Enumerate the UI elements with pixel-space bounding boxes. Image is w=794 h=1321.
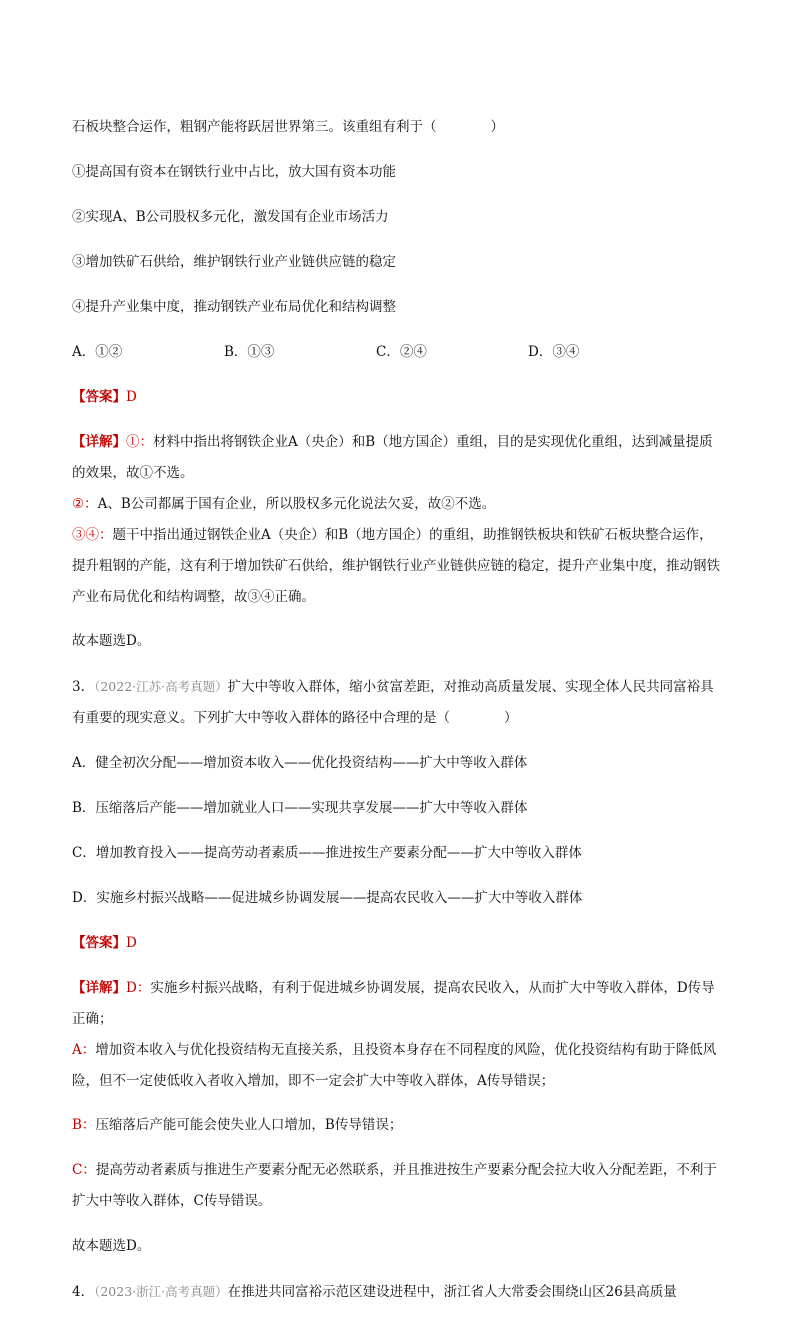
q2-detail-3-text: 题干中指出通过钢铁企业A（央企）和B（地方国企）的重组，助推钢铁板块和铁矿石板块整合运作，提升粗钢的产能，这有利于增加铁矿石供给，维护钢铁行业产业链供应链的稳定，提升产业集中度，推动钢铁产业布局优化和结构调整，故③④正确。 <box>72 526 720 605</box>
question-3 <box>72 671 724 1262</box>
q3-detail-d <box>72 973 724 1035</box>
q3-detail-d-marker: D： <box>126 979 151 996</box>
q2-option-c: C．②④ <box>376 343 427 360</box>
q2-option-a: A．①② <box>72 343 123 360</box>
q2-statement-2: ②实现A、B公司股权多元化，激发国有企业市场活力 <box>72 208 389 225</box>
q2-statement-3: ③增加铁矿石供给，维护钢铁行业产业链供应链的稳定 <box>72 253 396 270</box>
q2-statement-1: ①提高国有资本在钢铁行业中占比，放大国有资本功能 <box>72 163 396 180</box>
q4-number: 4． <box>72 1283 95 1300</box>
q2-detail-label: 【详解】 <box>72 433 126 450</box>
q3-detail-b-marker: B： <box>72 1117 96 1133</box>
q2-answer-label: 【答案】 <box>72 388 126 405</box>
q3-answer <box>72 928 724 960</box>
q4-stem-text: 在推进共同富裕示范区建设进程中，浙江省人大常委会围绕山区26县高质量 <box>227 1283 677 1300</box>
q2-option-d: D．③④ <box>528 343 580 360</box>
q2-detail-1 <box>72 427 724 489</box>
q3-option-d: D．实施乡村振兴战略——促进城乡协调发展——提高农民收入——扩大中等收入群体 <box>72 889 583 906</box>
q2-detail-1-marker: ①： <box>126 433 153 450</box>
q3-detail-c-text: 提高劳动者素质与推进生产要素分配无必然联系，并且推进按生产要素分配会拉大收入分配差距，不利于扩大中等收入群体，C传导错误。 <box>72 1162 717 1209</box>
q3-answer-label: 【答案】 <box>72 934 126 951</box>
q3-stem <box>72 671 724 734</box>
q3-detail-c <box>72 1155 724 1217</box>
q2-options <box>72 337 724 369</box>
q3-option-c: C．增加教育投入——提高劳动者素质——推进按生产要素分配——扩大中等收入群体 <box>72 844 582 861</box>
q3-number: 3． <box>72 679 95 695</box>
q3-stem-text: 扩大中等收入群体，缩小贫富差距，对推动高质量发展、实现全体人民共同富裕具有重要的现实意义。下列扩大中等收入群体的路径中合理的是（ ） <box>72 679 714 726</box>
q3-answer-value: D <box>126 934 137 951</box>
q3-detail-a <box>72 1035 724 1097</box>
document-body <box>72 98 724 1321</box>
q3-detail-a-text: 增加资本收入与优化投资结构无直接关系，且投资本身存在不同程度的风险，优化投资结构有助于降低风险，但不一定使低收入者收入增加，即不一定会扩大中等收入群体，A传导错误； <box>72 1041 717 1089</box>
q2-conclusion: 故本题选D。 <box>72 633 151 649</box>
q2-answer <box>72 382 724 414</box>
q4-source: （2023·浙江·高考真题） <box>94 1283 228 1299</box>
q3-detail-b <box>72 1110 724 1142</box>
q2-detail-2 <box>72 489 724 520</box>
q3-option-a: A．健全初次分配——增加资本收入——优化投资结构——扩大中等收入群体 <box>72 754 528 771</box>
q4-stem <box>72 1276 724 1308</box>
q2-detail-2-text: A、B公司都属于国有企业，所以股权多元化说法欠妥，故②不选。 <box>97 495 496 512</box>
q2-detail-3-marker: ③④： <box>72 526 113 543</box>
q3-detail-a-marker: A： <box>72 1041 96 1058</box>
q2-answer-value: D <box>126 388 137 405</box>
question-2 <box>72 112 724 658</box>
q2-detail-3 <box>72 520 724 613</box>
q3-conclusion: 故本题选D。 <box>72 1237 151 1254</box>
q3-detail-label: 【详解】 <box>72 979 126 996</box>
question-4 <box>72 1276 724 1308</box>
q2-stem-tail: 石板块整合运作，粗钢产能将跃居世界第三。该重组有利于（ ） <box>72 118 504 135</box>
q2-detail-1-text: 材料中指出将钢铁企业A（央企）和B（地方国企）重组，目的是实现优化重组，达到减量提质的效果，故①不选。 <box>72 433 713 481</box>
q3-option-b: B．压缩落后产能——增加就业人口——实现共享发展——扩大中等收入群体 <box>72 799 528 816</box>
q3-detail-b-text: 压缩落后产能可能会使失业人口增加，B传导错误； <box>95 1117 403 1133</box>
q2-option-b: B．①③ <box>224 343 275 360</box>
q3-source: （2022·江苏·高考真题） <box>94 679 228 694</box>
q2-statement-4: ④提升产业集中度，推动钢铁产业布局优化和结构调整 <box>72 298 396 315</box>
q3-detail-d-text: 实施乡村振兴战略，有利于促进城乡协调发展，提高农民收入，从而扩大中等收入群体，D传导正确； <box>72 979 715 1027</box>
q2-detail-2-marker: ②： <box>72 495 98 512</box>
q3-detail-c-marker: C： <box>72 1162 96 1178</box>
